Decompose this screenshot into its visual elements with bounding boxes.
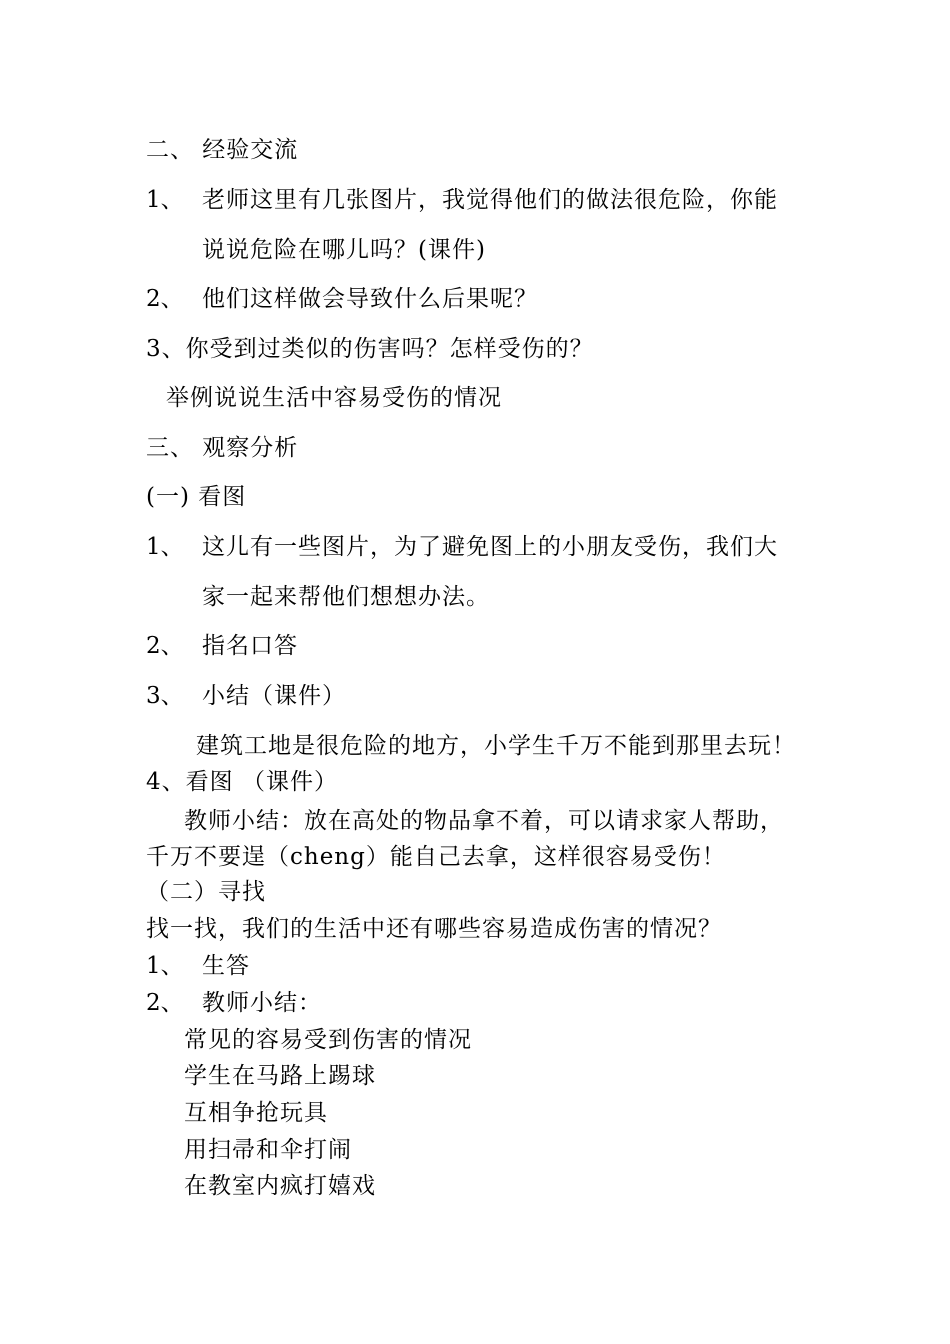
item-text-continued: 说说危险在哪儿吗？(课件) xyxy=(202,237,486,263)
item-number: 2、 xyxy=(146,990,184,1016)
item-text: 4、看图 （课件） xyxy=(146,769,338,795)
subsection-heading: （二）寻找 xyxy=(146,879,266,905)
list-item: 常见的容易受到伤害的情况 xyxy=(184,1027,472,1053)
section-heading-experience: 二、 经验交流 xyxy=(146,137,299,163)
item-number: 1、 xyxy=(146,534,184,560)
paragraph: 举例说说生活中容易受伤的情况 xyxy=(166,385,502,411)
item-text: 指名口答 xyxy=(202,633,298,659)
item-text: 这儿有一些图片，为了避免图上的小朋友受伤，我们大 xyxy=(202,534,778,560)
list-item: 学生在马路上踢球 xyxy=(184,1063,376,1089)
item-text: 3、你受到过类似的伤害吗？怎样受伤的？ xyxy=(146,336,594,362)
section-heading-observation: 三、 观察分析 xyxy=(146,435,299,461)
item-text: 老师这里有几张图片，我觉得他们的做法很危险，你能 xyxy=(202,187,778,213)
list-item: 在教室内疯打嬉戏 xyxy=(184,1173,376,1199)
item-number: 1、 xyxy=(146,953,184,979)
item-number: 2、 xyxy=(146,286,184,312)
item-number: 3、 xyxy=(146,683,184,709)
paragraph-continued: 千万不要逞（cheng）能自己去拿，这样很容易受伤！ xyxy=(146,844,726,870)
subsection-heading: (一) 看图 xyxy=(146,484,247,510)
item-text-continued: 家一起来帮他们想想办法。 xyxy=(202,584,490,610)
list-item: 用扫帚和伞打闹 xyxy=(184,1137,352,1163)
list-item: 互相争抢玩具 xyxy=(184,1100,328,1126)
item-text: 他们这样做会导致什么后果呢？ xyxy=(202,286,538,312)
paragraph: 找一找，我们的生活中还有哪些容易造成伤害的情况？ xyxy=(146,916,722,942)
item-text: 教师小结： xyxy=(202,990,322,1016)
item-text: 生答 xyxy=(202,953,250,979)
paragraph: 教师小结：放在高处的物品拿不着，可以请求家人帮助， xyxy=(184,808,784,834)
item-number: 1、 xyxy=(146,187,184,213)
paragraph: 建筑工地是很危险的地方，小学生千万不能到那里去玩！ xyxy=(196,733,796,759)
item-text: 小结（课件） xyxy=(202,683,346,709)
item-number: 2、 xyxy=(146,633,184,659)
